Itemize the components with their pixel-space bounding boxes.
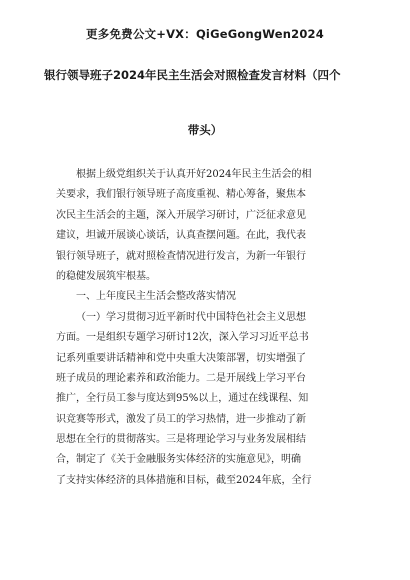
promo-header: 更多免费公文+VX：QiGeGongWen2024 [86,27,324,41]
document-body [56,165,374,491]
body-line: 班子成员的理论素养和政治能力。二是开展线上学习平台 [56,372,306,384]
body-line: 的稳健发展筑牢根基。 [56,270,156,282]
body-line: 银行领导班子，就对照检查情况进行发言，为新一年银行 [56,250,306,262]
document-title-line-2: 带头） [187,123,223,137]
body-line: 次民主生活会的主题，深入开展学习研讨，广泛征求意见 [56,209,306,221]
body-line: 推广，全行员工参与度达到95%以上，通过在线课程、知 [56,393,309,405]
body-line: 识竞赛等形式，激发了员工的学习热情，进一步推动了新 [56,413,306,425]
section-heading: 一、上年度民主生活会整改落实情况 [76,291,236,303]
body-line: 根据上级党组织关于认真开好2024年民主生活会的相 [76,169,312,180]
body-line: 方面。一是组织专题学习研讨12次，深入学习习近平总书 [56,332,309,344]
body-line: 记系列重要讲话精神和党中央重大决策部署，切实增强了 [56,352,306,364]
body-line: 了支持实体经济的具体措施和目标，截至2024年底，全行 [56,474,312,486]
body-line: 合，制定了《关于金融服务实体经济的实施意见》，明确 [56,454,301,466]
body-line: （一）学习贯彻习近平新时代中国特色社会主义思想 [76,311,306,323]
document-title-line-1: 银行领导班子2024年民主生活会对照检查发言材料（四个 [44,68,341,82]
body-line: 思想在全行的贯彻落实。三是将理论学习与业务发展相结 [56,434,306,446]
body-line: 关要求，我们银行领导班子高度重视、精心筹备，聚焦本 [56,189,306,201]
body-line: 建议，坦诚开展谈心谈话，认真查摆问题。在此，我代表 [56,230,306,242]
